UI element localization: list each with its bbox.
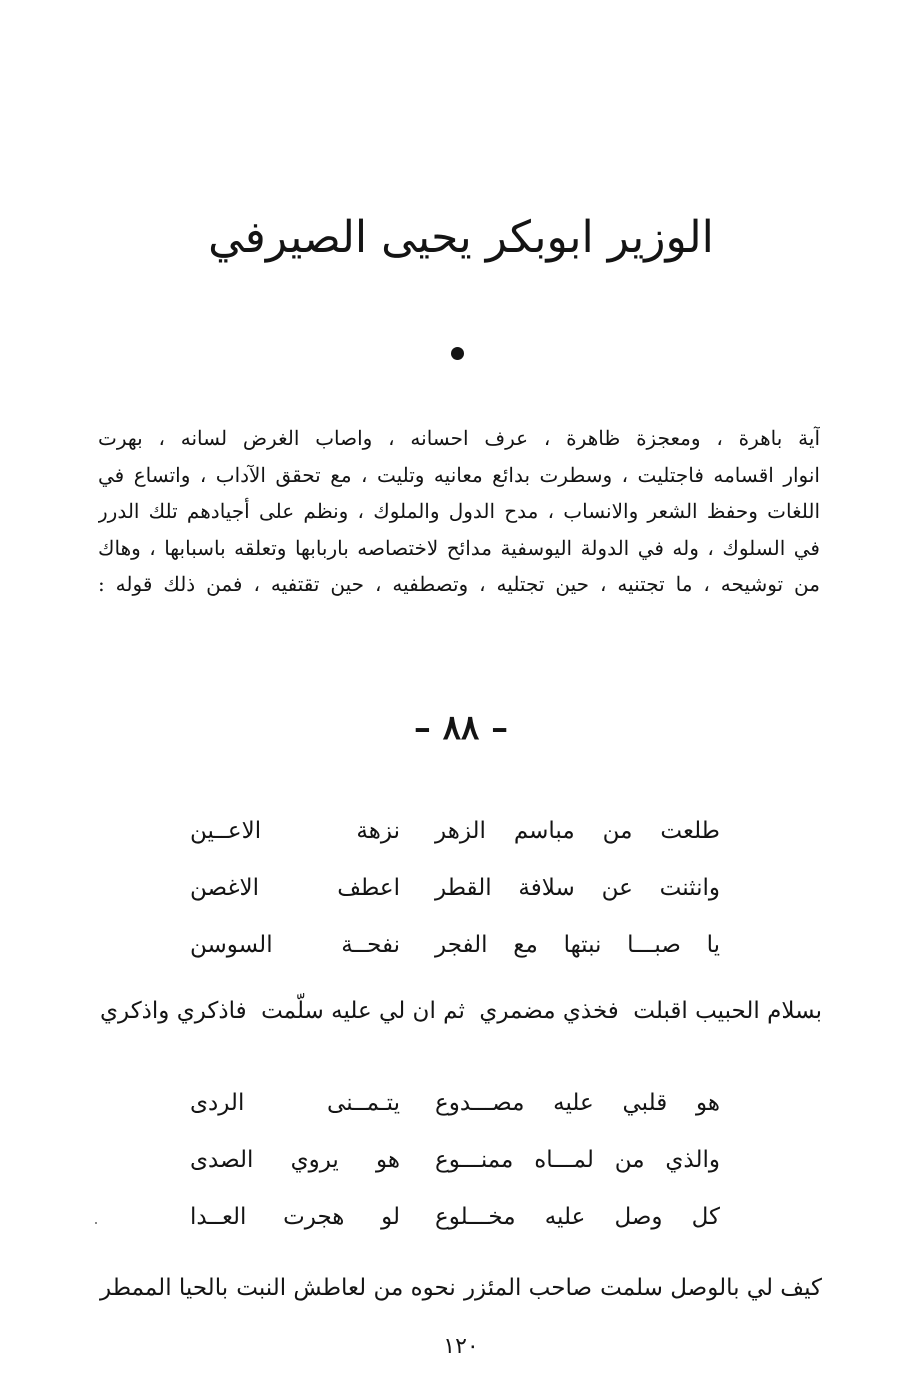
refrain-segment: فخذي مضمري [479, 998, 619, 1024]
verse-second-half: نزهة الاعــين [190, 817, 400, 844]
stanza-1 [190, 802, 720, 973]
verse-second-half: هو يروي الصدى [190, 1146, 400, 1173]
verse-line [190, 1131, 720, 1188]
verse-first-half: يا صبـــا نبتها مع الفجر [435, 931, 720, 958]
verse-line [190, 1074, 720, 1131]
verse-second-half: لو هجرت العــدا [190, 1203, 400, 1230]
refrain-1 [100, 998, 822, 1024]
intro-line: انوار اقسامه فاجتليت ، وسطرت بدائع معانيه وتليت ، مع تحقق الآداب ، واتساع في [98, 462, 820, 487]
verse-second-half: اعطف الاغصن [190, 874, 400, 901]
intro-paragraph [98, 420, 820, 603]
verse-first-half: وانثنت عن سلافة القطر [435, 874, 720, 901]
refrain-segment: بالحيا الممطر [100, 1275, 229, 1301]
refrain-segment: نحوه من لعاطش النبت [236, 1275, 456, 1301]
refrain-segment: فاذكري واذكري [100, 998, 247, 1024]
refrain-segment: صاحب المئزر [463, 1275, 593, 1301]
verse-first-half: والذي من لمـــاه ممنـــوع [435, 1146, 720, 1173]
intro-line: في السلوك ، وله في الدولة اليوسفية مدائح لاختصاصه باربابها وتعلقه باسبابها ، وهاك [98, 535, 820, 560]
refrain-2 [100, 1275, 822, 1301]
verse-second-half: نفحــة السوسن [190, 931, 400, 958]
refrain-segment: بسلام الحبيب اقبلت [633, 998, 822, 1024]
intro-line: من توشيحه ، ما تجتنيه ، حين تجتليه ، وتصطفيه ، حين تقتفيه ، فمن ذلك قوله : [98, 572, 820, 596]
refrain-segment: كيف لي بالوصل سلمت [600, 1275, 822, 1301]
stanza-2 [190, 1074, 720, 1245]
refrain-segment: ثم ان لي عليه سلّمت [261, 998, 465, 1024]
poem-number: – ٨٨ – [413, 708, 509, 748]
verse-first-half: طلعت من مباسم الزهر [435, 817, 720, 844]
verse-line [190, 1188, 720, 1245]
page-number: ١٢٠ [443, 1334, 479, 1359]
verse-line [190, 916, 720, 973]
verse-first-half: كل وصل عليه مخـــلوع [435, 1203, 720, 1230]
margin-mark [95, 1222, 97, 1224]
verse-second-half: يتـمــنى الردى [190, 1089, 400, 1116]
chapter-title: الوزير ابوبكر يحيى الصيرفي [208, 212, 714, 263]
ornament-dot [451, 347, 464, 360]
intro-line: آية باهرة ، ومعجزة ظاهرة ، عرف احسانه ، واصاب الغرض لسانه ، بهرت [98, 426, 820, 450]
verse-first-half: هو قلبي عليه مصـــدوع [435, 1089, 720, 1116]
verse-line [190, 859, 720, 916]
verse-line [190, 802, 720, 859]
intro-line: اللغات وحفظ الشعر والانساب ، مدح الدول والملوك ، ونظم على أجيادهم تلك الدرر [98, 499, 820, 523]
